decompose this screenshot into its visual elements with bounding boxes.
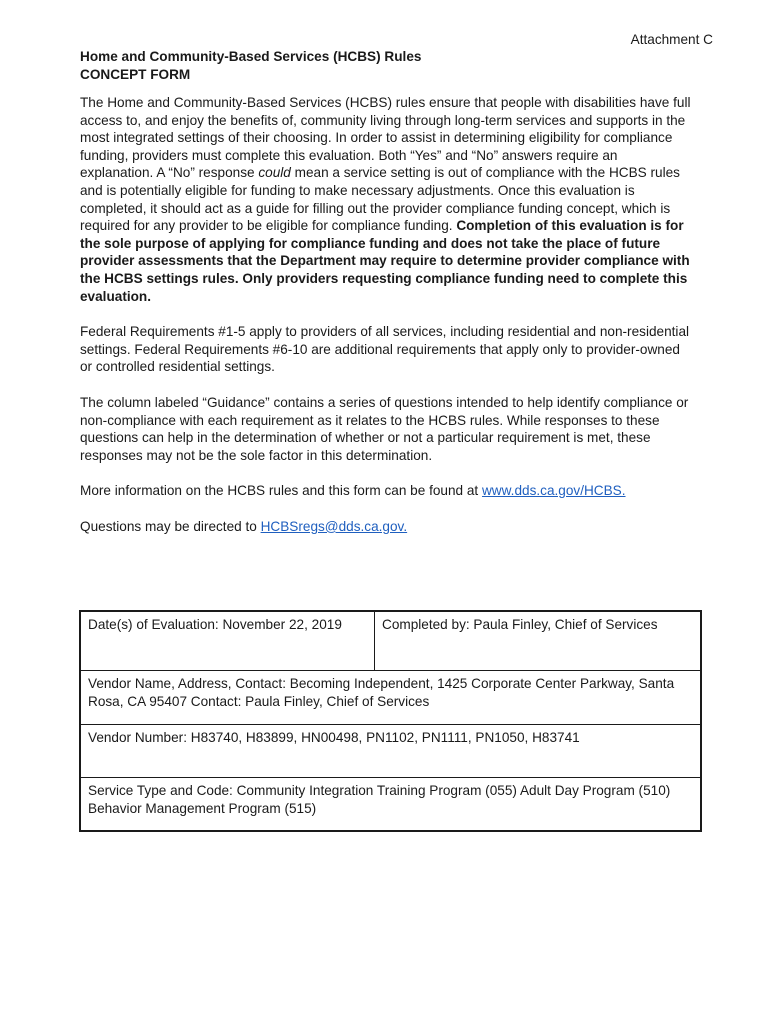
vendor-info-cell: Vendor Name, Address, Contact: Becoming Independent, 1425 Corporate Center Parkway, Santa Rosa, CA 95407 Contact: Paula Finley, Chief of Services [81,670,700,724]
service-type-cell: Service Type and Code: Community Integration Training Program (055) Adult Day Program (510) Behavior Management Program (515) [81,777,700,830]
more-info-paragraph [80,482,692,500]
intro-italic: could [258,165,291,181]
completed-by-cell: Completed by: Paula Finley, Chief of Services [382,617,658,632]
intro-bold: Completion of this evaluation is for the sole purpose of applying for compliance funding and does not take the place of future provider assessments that the Department may require to determine provider compliance with the HCBS settings rules. Only providers requesting compliance funding need to complete this evaluation. [80,218,690,304]
federal-requirements-paragraph: Federal Requirements #1-5 apply to providers of all services, including residential and non-residential settings. Federal Requirements #6-10 are additional requirements that apply only to provider-owned or controlled residential settings. [80,324,690,375]
title-line-2: CONCEPT FORM [80,67,191,82]
evaluation-dates-cell: Date(s) of Evaluation: November 22, 2019 [81,612,375,670]
guidance-paragraph: The column labeled “Guidance” contains a series of questions intended to help identify compliance or non-compliance with each requirement as it relates to the HCBS rules. While responses to these questions can help in the determination of whether or not a particular requirement is met, these responses may not be the sole factor in this determination. [80,394,689,463]
intro-text-b: mean a service setting is out of compliance with the HCBS rules and is potentially eligible for funding to make necessary adjustments. Once this evaluation is completed, it should act as a guide for filling out the provider compliance funding concept, which is required for any provider to be eligible for compliance funding. [80,165,680,234]
questions-paragraph [80,518,692,536]
more-info-text: More information on the HCBS rules and this form can be found at [80,483,482,499]
document-body [80,94,692,553]
attachment-label: Attachment C [630,32,713,47]
hcbs-website-link[interactable]: www.dds.ca.gov/HCBS. [481,483,626,499]
document-title [80,48,700,84]
title-line-1: Home and Community-Based Services (HCBS) Rules [80,49,422,64]
intro-text-a: The Home and Community-Based Services (HCBS) rules ensure that people with disabilities have full access to, and enjoy the benefits of, community living through long-term services and supports in the most integrated settings of their choosing. In order to assist in determining eligibility for compliance funding, providers must complete this evaluation. Both “Yes” and “No” answers require an explanation. A “No” response [80,95,691,181]
table-row-dates [81,612,700,670]
hcbs-email-link[interactable]: HCBSregs@dds.ca.gov. [260,518,408,534]
questions-text: Questions may be directed to [80,518,261,534]
intro-paragraph [80,94,692,305]
evaluation-info-table [79,610,702,832]
vendor-number-cell: Vendor Number: H83740, H83899, HN00498, PN1102, PN1111, PN1050, H83741 [81,724,700,777]
